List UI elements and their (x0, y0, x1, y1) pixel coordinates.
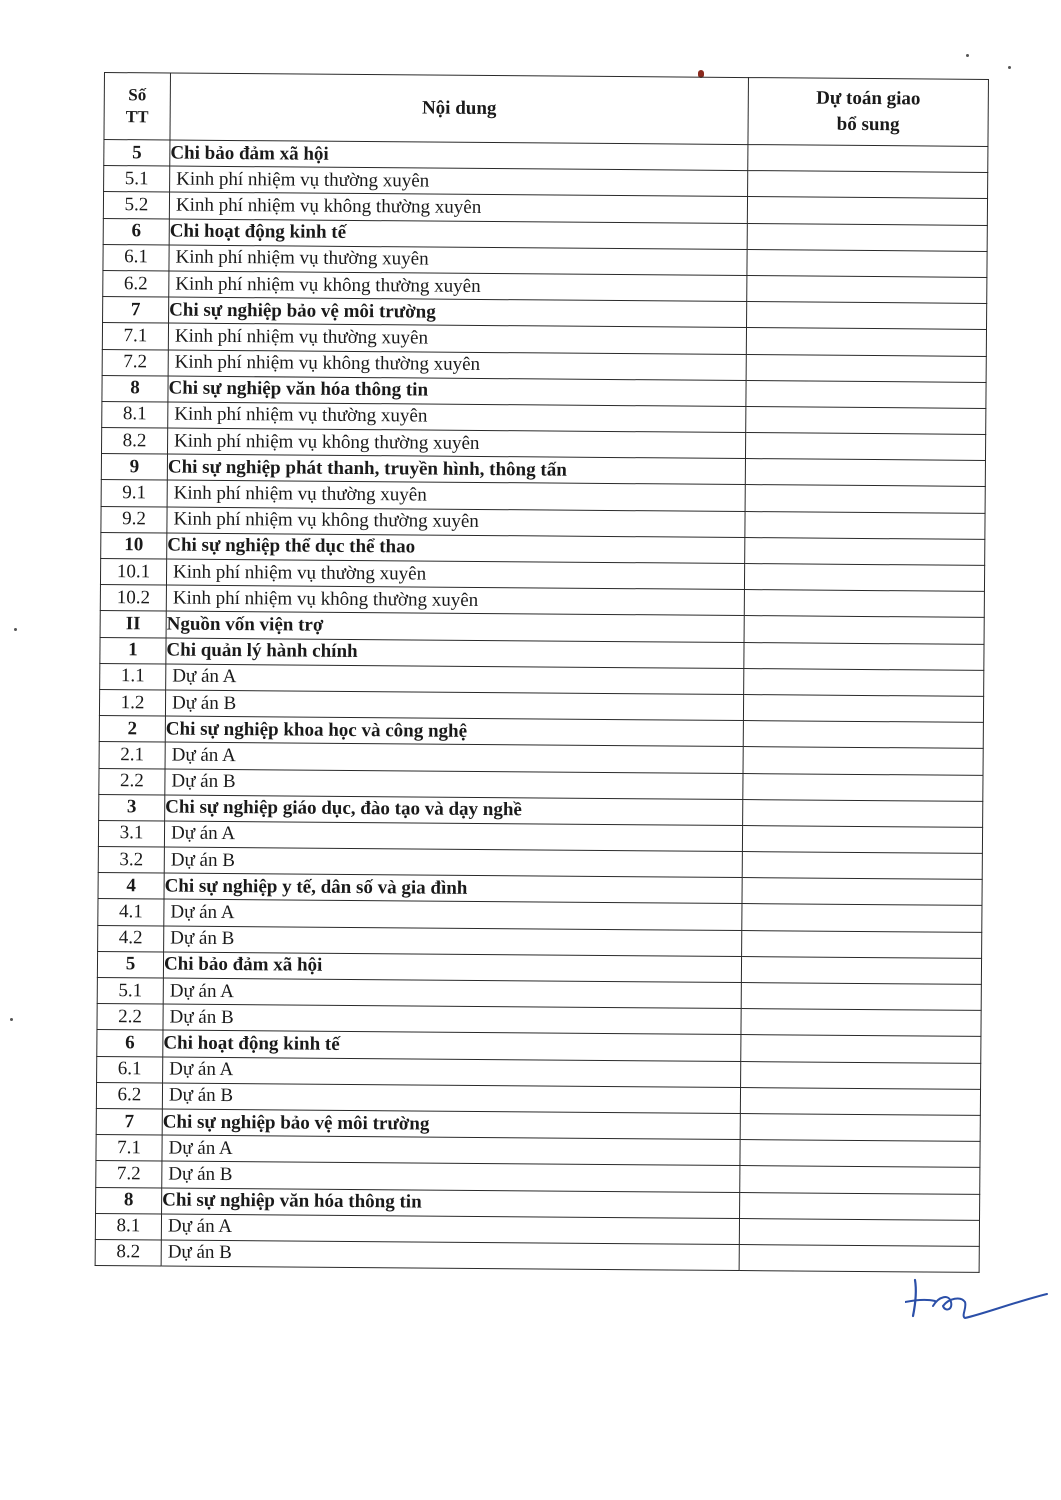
row-content: Dự án A (161, 1214, 739, 1245)
row-value (740, 1140, 980, 1168)
header-stt (104, 73, 171, 141)
row-content: Dự án B (164, 926, 742, 957)
row-stt: 6 (97, 1030, 163, 1057)
row-stt: 1 (100, 637, 166, 664)
row-stt: 9.2 (101, 506, 167, 533)
row-stt: 2 (99, 716, 165, 743)
row-value (746, 328, 986, 356)
row-value (741, 1061, 981, 1089)
row-content: Kinh phí nhiệm vụ không thường xuyên (166, 585, 744, 616)
row-stt: 4 (98, 873, 164, 900)
row-stt: 4.1 (98, 899, 164, 926)
row-value (746, 380, 986, 408)
row-stt: 2.2 (99, 768, 165, 795)
row-stt: 7.1 (96, 1135, 162, 1162)
row-content: Chi sự nghiệp y tế, dân số và gia đình (164, 873, 742, 904)
row-content: Dự án A (166, 664, 744, 695)
row-content: Kinh phí nhiệm vụ không thường xuyên (169, 192, 747, 223)
row-content: Chi sự nghiệp bảo vệ môi trường (169, 297, 747, 328)
row-content: Dự án B (165, 769, 743, 800)
row-content: Kinh phí nhiệm vụ thường xuyên (166, 559, 744, 590)
row-stt: 6.1 (97, 1056, 163, 1083)
row-value (743, 747, 983, 775)
row-content: Kinh phí nhiệm vụ không thường xuyên (168, 350, 746, 381)
row-content: Chi sự nghiệp phát thanh, truyền hình, thông tấn (167, 454, 745, 485)
row-stt: 7.2 (96, 1161, 162, 1188)
row-stt: 3 (99, 794, 165, 821)
row-stt: 7 (96, 1108, 162, 1135)
row-value (744, 564, 984, 592)
row-stt: 3.1 (98, 820, 164, 847)
row-content: Kinh phí nhiệm vụ thường xuyên (168, 323, 746, 354)
row-stt: 6.2 (96, 1082, 162, 1109)
row-value (740, 1087, 980, 1115)
row-stt: 9 (101, 454, 167, 481)
row-content: Dự án A (164, 821, 742, 852)
scan-speck (14, 628, 17, 631)
row-content: Chi sự nghiệp giáo dục, đào tạo và dạy nghề (165, 795, 743, 826)
table-header-row (104, 73, 988, 147)
row-value (745, 459, 985, 487)
row-value (744, 642, 984, 670)
row-content: Dự án B (162, 1083, 740, 1114)
row-value (744, 668, 984, 696)
row-stt: 8 (96, 1187, 162, 1214)
scan-speck (1008, 66, 1011, 69)
row-content: Nguồn vốn viện trợ (166, 611, 744, 642)
row-content: Kinh phí nhiệm vụ không thường xuyên (167, 507, 745, 538)
row-content: Dự án B (161, 1240, 739, 1271)
row-stt: 9.1 (101, 480, 167, 507)
row-content: Dự án A (165, 742, 743, 773)
row-value (742, 878, 982, 906)
row-value (743, 773, 983, 801)
row-stt: 8.2 (95, 1239, 161, 1266)
row-stt: 8.1 (102, 401, 168, 428)
row-stt: 5 (97, 951, 163, 978)
row-value (744, 590, 984, 618)
row-stt: 10.2 (100, 585, 166, 612)
row-content: Chi bảo đảm xã hội (170, 140, 748, 171)
row-stt: 6.1 (103, 244, 169, 271)
row-content: Chi bảo đảm xã hội (163, 952, 741, 983)
row-value (747, 249, 987, 277)
row-stt: 8.1 (95, 1213, 161, 1240)
row-value (744, 616, 984, 644)
header-value-line2: bổ sung (836, 113, 900, 136)
row-stt: 3.2 (98, 847, 164, 874)
row-value (743, 694, 983, 722)
row-stt: 8 (102, 375, 168, 402)
row-value (747, 275, 987, 303)
row-content: Dự án B (163, 1004, 741, 1035)
header-value (748, 78, 989, 147)
row-content: Kinh phí nhiệm vụ không thường xuyên (167, 428, 745, 459)
row-stt: 5.2 (103, 192, 169, 219)
row-stt: 1.1 (100, 663, 166, 690)
row-value (747, 223, 987, 251)
row-content: Kinh phí nhiệm vụ thường xuyên (168, 402, 746, 433)
row-content: Chi sự nghiệp khoa học và công nghệ (165, 716, 743, 747)
row-value (742, 825, 982, 853)
scan-speck (966, 54, 969, 57)
row-stt: 5 (104, 140, 170, 167)
row-content: Kinh phí nhiệm vụ thường xuyên (167, 480, 745, 511)
row-value (740, 1166, 980, 1194)
row-value (739, 1244, 979, 1272)
header-value-line1: Dự toán giao (816, 87, 921, 110)
row-content: Chi sự nghiệp bảo vệ môi trường (162, 1109, 740, 1140)
row-stt: 5.1 (97, 977, 163, 1004)
row-content: Dự án A (163, 978, 741, 1009)
row-content: Dự án B (162, 1161, 740, 1192)
row-stt: 1.2 (99, 689, 165, 716)
row-stt: 2.2 (97, 1004, 163, 1031)
row-value (743, 721, 983, 749)
row-value (741, 956, 981, 984)
row-value (741, 983, 981, 1011)
header-content: Nội dung (170, 73, 749, 145)
row-value (739, 1218, 979, 1246)
row-value (742, 904, 982, 932)
row-value (743, 799, 983, 827)
row-value (740, 1192, 980, 1220)
row-content: Chi sự nghiệp văn hóa thông tin (168, 376, 746, 407)
row-stt: 10 (101, 532, 167, 559)
row-stt: 4.2 (98, 925, 164, 952)
table-body (95, 140, 988, 1273)
row-content: Dự án A (163, 1057, 741, 1088)
row-stt: 8.2 (102, 428, 168, 455)
header-stt-line2: TT (125, 107, 149, 127)
row-content: Chi hoạt động kinh tế (163, 1030, 741, 1061)
row-content: Chi quản lý hành chính (166, 638, 744, 669)
row-value (745, 511, 985, 539)
row-stt: 6.2 (103, 270, 169, 297)
row-stt: 7.2 (102, 349, 168, 376)
row-content: Chi sự nghiệp văn hóa thông tin (162, 1187, 740, 1218)
row-stt: 5.1 (104, 166, 170, 193)
row-value (741, 1035, 981, 1063)
row-value (740, 1113, 980, 1141)
row-content: Kinh phí nhiệm vụ không thường xuyên (169, 271, 747, 302)
row-value (745, 433, 985, 461)
row-content: Chi hoạt động kinh tế (169, 219, 747, 250)
table-row (95, 1239, 979, 1272)
row-value (746, 354, 986, 382)
row-value (747, 302, 987, 330)
row-value (742, 852, 982, 880)
row-content: Kinh phí nhiệm vụ thường xuyên (169, 245, 747, 276)
row-value (746, 406, 986, 434)
row-stt: 6 (103, 218, 169, 245)
row-stt: 7.1 (102, 323, 168, 350)
row-content: Dự án A (164, 899, 742, 930)
row-value (741, 1009, 981, 1037)
budget-table (95, 72, 989, 1273)
row-value (747, 197, 987, 225)
row-content: Kinh phí nhiệm vụ thường xuyên (170, 166, 748, 197)
row-value (748, 171, 988, 199)
row-content: Chi sự nghiệp thể dục thể thao (167, 533, 745, 564)
row-value (745, 485, 985, 513)
row-content: Dự án B (165, 690, 743, 721)
row-content: Dự án A (162, 1135, 740, 1166)
row-value (745, 537, 985, 565)
row-value (748, 145, 988, 173)
row-value (742, 930, 982, 958)
scan-speck (10, 1018, 13, 1021)
signature-image (905, 1272, 1055, 1332)
row-stt: 2.1 (99, 742, 165, 769)
row-stt: 7 (103, 297, 169, 324)
row-stt: 10.1 (100, 558, 166, 585)
row-content: Dự án B (164, 847, 742, 878)
header-stt-line1: Số (128, 85, 147, 105)
row-stt: II (100, 611, 166, 638)
